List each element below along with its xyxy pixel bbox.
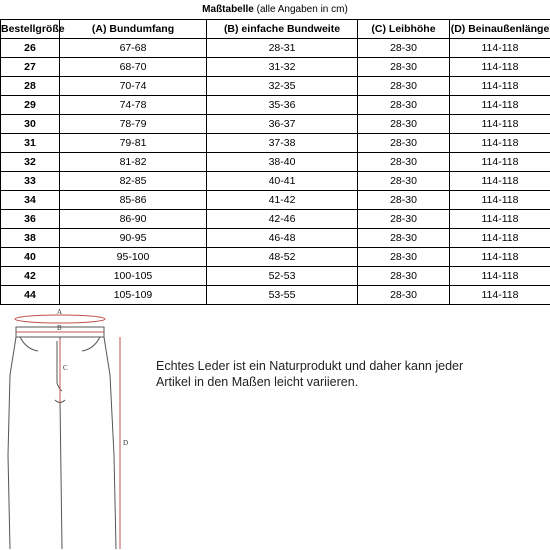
cell-outer-leg-length: 114-118 — [450, 96, 550, 115]
dimension-c-label: C — [63, 364, 68, 372]
cell-waist-width: 42-46 — [207, 210, 358, 229]
dimension-b-label: B — [57, 324, 62, 332]
cell-order-size: 34 — [1, 191, 60, 210]
table-row — [1, 191, 550, 210]
cell-rise: 28-30 — [358, 39, 450, 58]
header-waist-width: (B) einfache Bundweite — [207, 20, 358, 39]
table-row — [1, 286, 550, 305]
cell-waist-width: 41-42 — [207, 191, 358, 210]
cell-rise: 28-30 — [358, 153, 450, 172]
cell-waist-width: 37-38 — [207, 134, 358, 153]
cell-outer-leg-length: 114-118 — [450, 77, 550, 96]
cell-waist-circumference: 100-105 — [60, 267, 207, 286]
cell-waist-circumference: 68-70 — [60, 58, 207, 77]
cell-waist-circumference: 90-95 — [60, 229, 207, 248]
cell-rise: 28-30 — [358, 248, 450, 267]
table-title-note: (alle Angaben in cm) — [253, 4, 348, 15]
cell-outer-leg-length: 114-118 — [450, 58, 550, 77]
cell-outer-leg-length: 114-118 — [450, 134, 550, 153]
cell-outer-leg-length: 114-118 — [450, 286, 550, 305]
cell-waist-circumference: 105-109 — [60, 286, 207, 305]
cell-waist-circumference: 81-82 — [60, 153, 207, 172]
cell-waist-width: 38-40 — [207, 153, 358, 172]
cell-rise: 28-30 — [358, 58, 450, 77]
header-order-size: Bestellgröße — [1, 20, 60, 39]
cell-outer-leg-length: 114-118 — [450, 153, 550, 172]
cell-waist-circumference: 86-90 — [60, 210, 207, 229]
cell-rise: 28-30 — [358, 77, 450, 96]
cell-waist-width: 46-48 — [207, 229, 358, 248]
table-header-row — [1, 20, 550, 39]
table-row — [1, 267, 550, 286]
cell-waist-width: 40-41 — [207, 172, 358, 191]
cell-order-size: 42 — [1, 267, 60, 286]
pants-diagram — [0, 305, 140, 550]
cell-order-size: 31 — [1, 134, 60, 153]
cell-outer-leg-length: 114-118 — [450, 191, 550, 210]
header-waist-circumference: (A) Bundumfang — [60, 20, 207, 39]
pants-outline — [8, 337, 116, 549]
table-row — [1, 39, 550, 58]
cell-waist-circumference: 70-74 — [60, 77, 207, 96]
cell-waist-width: 32-35 — [207, 77, 358, 96]
table-row — [1, 77, 550, 96]
cell-order-size: 36 — [1, 210, 60, 229]
cell-waist-width: 31-32 — [207, 58, 358, 77]
cell-outer-leg-length: 114-118 — [450, 248, 550, 267]
header-outer-leg-length: (D) Beinaußenlänge — [450, 20, 550, 39]
table-row — [1, 115, 550, 134]
cell-waist-circumference: 79-81 — [60, 134, 207, 153]
header-rise: (C) Leibhöhe — [358, 20, 450, 39]
table-row — [1, 96, 550, 115]
cell-outer-leg-length: 114-118 — [450, 115, 550, 134]
cell-outer-leg-length: 114-118 — [450, 210, 550, 229]
table-row — [1, 229, 550, 248]
cell-waist-width: 28-31 — [207, 39, 358, 58]
dimension-a-circle — [15, 315, 105, 323]
dimension-a-label: A — [57, 308, 63, 316]
dimension-d-label: D — [123, 439, 129, 447]
size-table — [0, 19, 550, 305]
cell-rise: 28-30 — [358, 134, 450, 153]
cell-waist-width: 36-37 — [207, 115, 358, 134]
cell-rise: 28-30 — [358, 115, 450, 134]
cell-order-size: 40 — [1, 248, 60, 267]
table-title-bold: Maßtabelle — [202, 4, 254, 15]
cell-rise: 28-30 — [358, 286, 450, 305]
pants-pocket-right — [82, 337, 100, 351]
pants-pocket-left — [20, 337, 38, 351]
cell-outer-leg-length: 114-118 — [450, 267, 550, 286]
cell-waist-circumference: 67-68 — [60, 39, 207, 58]
table-row — [1, 153, 550, 172]
cell-outer-leg-length: 114-118 — [450, 172, 550, 191]
table-row — [1, 58, 550, 77]
table-row — [1, 172, 550, 191]
cell-rise: 28-30 — [358, 210, 450, 229]
cell-waist-circumference: 74-78 — [60, 96, 207, 115]
disclaimer-note: Echtes Leder ist ein Naturprodukt und daher kann jeder Artikel in den Maßen leicht variieren. — [156, 359, 464, 389]
cell-rise: 28-30 — [358, 96, 450, 115]
cell-waist-width: 35-36 — [207, 96, 358, 115]
table-row — [1, 248, 550, 267]
cell-rise: 28-30 — [358, 267, 450, 286]
cell-outer-leg-length: 114-118 — [450, 229, 550, 248]
cell-rise: 28-30 — [358, 172, 450, 191]
table-title — [0, 3, 550, 17]
cell-waist-width: 53-55 — [207, 286, 358, 305]
cell-order-size: 38 — [1, 229, 60, 248]
cell-order-size: 30 — [1, 115, 60, 134]
cell-order-size: 44 — [1, 286, 60, 305]
cell-waist-circumference: 95-100 — [60, 248, 207, 267]
cell-waist-circumference: 85-86 — [60, 191, 207, 210]
cell-order-size: 27 — [1, 58, 60, 77]
table-row — [1, 210, 550, 229]
table-body — [1, 39, 550, 305]
cell-waist-width: 48-52 — [207, 248, 358, 267]
cell-waist-circumference: 82-85 — [60, 172, 207, 191]
cell-outer-leg-length: 114-118 — [450, 39, 550, 58]
cell-order-size: 33 — [1, 172, 60, 191]
cell-rise: 28-30 — [358, 229, 450, 248]
cell-rise: 28-30 — [358, 191, 450, 210]
cell-waist-circumference: 78-79 — [60, 115, 207, 134]
cell-waist-width: 52-53 — [207, 267, 358, 286]
cell-order-size: 28 — [1, 77, 60, 96]
cell-order-size: 32 — [1, 153, 60, 172]
table-row — [1, 134, 550, 153]
cell-order-size: 26 — [1, 39, 60, 58]
cell-order-size: 29 — [1, 96, 60, 115]
